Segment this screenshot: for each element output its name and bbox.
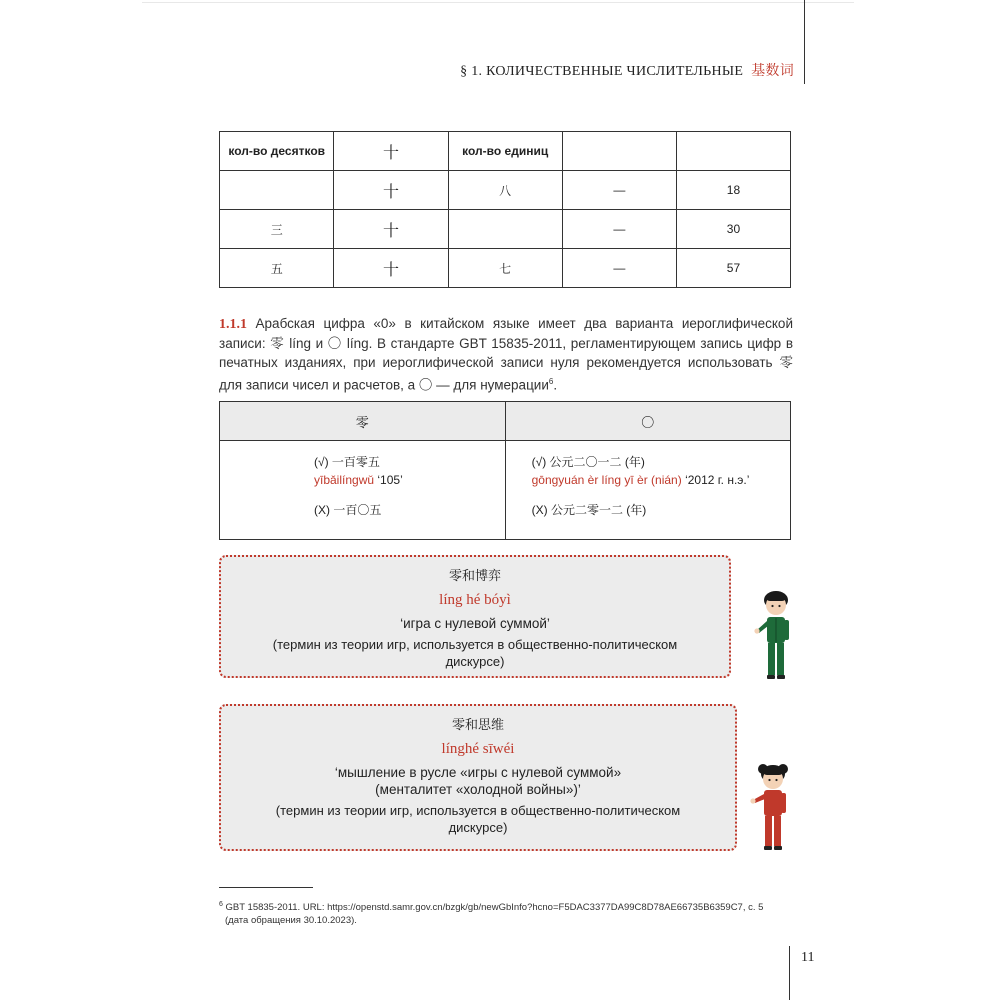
table-header-cell: кол-во десятков — [220, 132, 334, 171]
top-rule — [142, 2, 854, 3]
boy-legs — [768, 643, 775, 675]
footer-vertical-line — [789, 946, 790, 1000]
footnote-line-2: (дата обращения 30.10.2023). — [225, 915, 357, 927]
table-header-cell: кол-во единиц — [448, 132, 562, 171]
table-cell: — — [562, 171, 676, 210]
wrong-example: 公元二零一二 (年) — [550, 503, 647, 517]
girl-illustration — [745, 762, 795, 852]
table-cell: 七 — [448, 249, 562, 288]
pinyin: yībǎilíngwǔ — [314, 473, 375, 487]
wrong-mark: (Х) — [314, 503, 330, 517]
table-row — [220, 249, 791, 288]
page-number: 11 — [801, 950, 815, 965]
boy-fringe — [766, 594, 786, 601]
table-row — [220, 441, 791, 540]
vocab-note: (термин из теории игр, используется в общественно-политическом дискурсе) — [272, 637, 678, 669]
section-title: § 1. КОЛИЧЕСТВЕННЫЕ ЧИСЛИТЕЛЬНЫЕ — [460, 64, 744, 79]
paragraph-end: . — [553, 377, 558, 393]
table-row — [220, 210, 791, 249]
boy-illustration — [748, 590, 798, 682]
paragraph-number: 1.1.1 — [219, 317, 247, 332]
table-header-cell: 〇 — [505, 402, 790, 441]
table-header-cell: 十 — [334, 132, 448, 171]
table-cell: 五 — [220, 249, 334, 288]
table-header-cell — [562, 132, 676, 171]
vocab-chinese: 零和博弈 — [448, 568, 501, 583]
table-header-cell — [676, 132, 790, 171]
translation: ‘105’ — [377, 473, 403, 487]
footnote-ref[interactable]: 6 — [548, 377, 554, 386]
correct-example: 一百零五 — [331, 455, 380, 469]
vocab-translation: ‘мышление в русле «игры с нулевой суммой» (менталитет «холодной войны»)’ — [334, 765, 622, 797]
vocab-note: (термин из теории игр, используется в общественно-политическом дискурсе) — [275, 803, 681, 835]
table-header-row — [220, 402, 791, 441]
table-header-row — [220, 132, 791, 171]
footnote-marker: 6 — [219, 901, 223, 908]
footnote-line-1: GBT 15835-2011. URL: https://openstd.samr.gov.cn/bzgk/gb/newGbInfo?hcno=F5DAC3377DA99C8D78AE66735B6359C7, с. 5 — [225, 902, 764, 914]
tens-units-table — [219, 131, 791, 288]
correct-mark: (√) — [531, 455, 547, 469]
table-row — [220, 171, 791, 210]
section-title-cn: 基数词 — [751, 64, 794, 79]
running-head — [460, 60, 794, 80]
table-cell: — — [562, 249, 676, 288]
header-vertical-line — [804, 0, 805, 84]
table-cell: 十 — [334, 249, 448, 288]
vocab-box-zero-sum-thinking — [219, 704, 737, 851]
paragraph-1-1-1 — [219, 314, 793, 395]
wrong-mark: (Х) — [531, 503, 548, 517]
vocab-translation: ‘игра с нулевой суммой’ — [400, 616, 550, 631]
correct-mark: (√) — [314, 455, 329, 469]
wrong-example: 一百〇五 — [333, 503, 382, 517]
vocab-pinyin: líng hé bóyì — [439, 592, 511, 608]
vocab-chinese: 零和思维 — [451, 717, 504, 732]
table-cell — [448, 210, 562, 249]
table-cell: 57 — [676, 249, 790, 288]
correct-example: 公元二〇一二 (年) — [549, 455, 645, 469]
table-cell: 十 — [334, 210, 448, 249]
pinyin: gōngyuán èr líng yī èr — [531, 473, 648, 487]
table-cell-left — [220, 441, 506, 540]
footnote — [219, 898, 779, 927]
table-cell: 30 — [676, 210, 790, 249]
table-cell: 八 — [448, 171, 562, 210]
vocab-pinyin: línghé sīwéi — [441, 741, 515, 757]
zero-variants-table — [219, 401, 791, 540]
girl-legs — [765, 816, 772, 846]
vocab-box-zero-sum-game — [219, 555, 731, 678]
table-header-cell: 零 — [220, 402, 506, 441]
girl-jacket — [764, 790, 782, 816]
table-cell: 十 — [334, 171, 448, 210]
table-cell — [220, 171, 334, 210]
table-cell: 18 — [676, 171, 790, 210]
table-cell-right — [505, 441, 790, 540]
table-cell: 三 — [220, 210, 334, 249]
pinyin-paren: (nián) — [651, 473, 682, 487]
translation: ‘2012 г. н.э.’ — [685, 473, 750, 487]
paragraph-text: Арабская цифра «0» в китайском языке имеет два варианта иероглифической записи: 零 líng и 〇 líng. В стандарте GBT 15835-2011, регламентирующем запись цифр в печатных изданиях, при иероглифической записи нуля рекомендуется использовать 零 для записи чисел и расчетов, а 〇 — для нумерации — [219, 316, 793, 393]
footnote-rule — [219, 887, 313, 888]
table-cell: — — [562, 210, 676, 249]
